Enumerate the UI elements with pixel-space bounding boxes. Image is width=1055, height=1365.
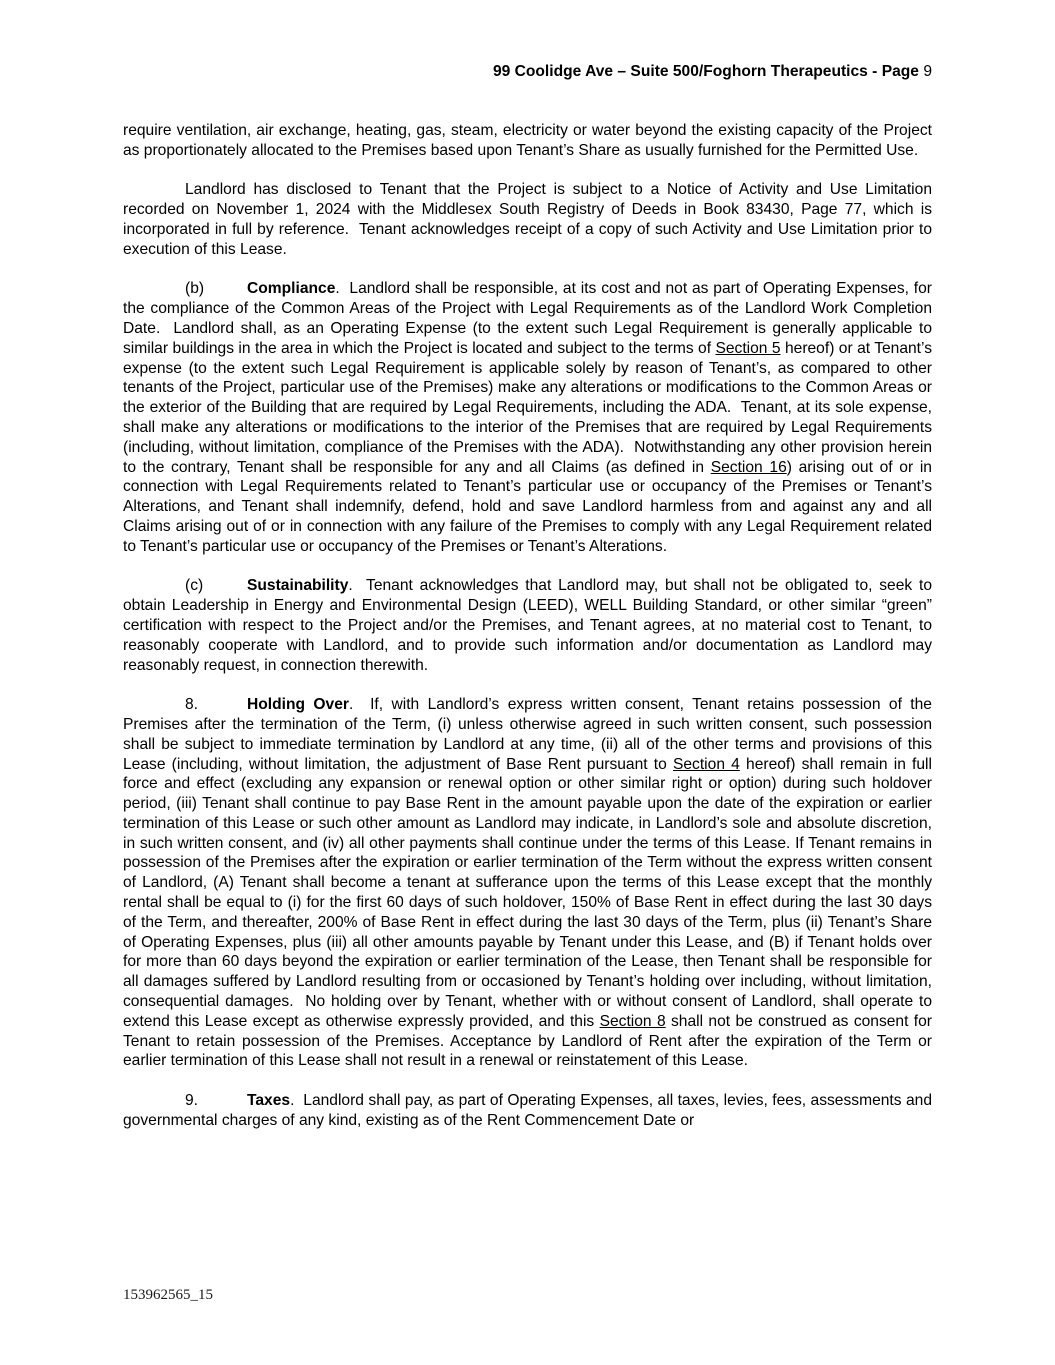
paragraph-sustainability: [123, 576, 937, 675]
paragraph-text: require ventilation, air exchange, heating, gas, steam, electricity or water beyond the existing capacity of the Project as proportionately allocated to the Premises based upon Tenant’s Share as usually furnished for the Permitted Use.: [123, 122, 937, 159]
paragraph-compliance: [123, 279, 937, 556]
paragraph-holding-over: [123, 695, 937, 1071]
section-4-reference: Section 4: [672, 755, 740, 773]
footer-document-id: 153962565_15: [123, 1287, 213, 1303]
clause-label: (b): [185, 280, 205, 298]
paragraph-text: shall not be construed as consent for Tenant to retain possession of the Premises. Acceptance by Landlord of Rent after the expiration of the Term or earlier termination of this Lease shall not result in a renewal or reinstatement of this Lease.: [123, 1012, 937, 1070]
header-page-number: 9: [923, 63, 932, 80]
compliance-heading: Compliance: [247, 280, 336, 298]
paragraph-text: . Landlord shall be responsible, at its cost and not as part of Operating Expenses, for the compliance of the Common Areas of the Project with Legal Requirements as of the Landlord Work Completion Date. Landlord shall, as an Operating Expense (to the extent such Legal Requirement is generally applicable to similar buildings in the area in which the Project is located and subject to the terms of: [123, 280, 937, 357]
paragraph-text: hereof) or at Tenant’s expense (to the extent such Legal Requirement is applicable solely by reason of Tenant’s, as compared to other tenants of the Project, particular use of the Premises) make any alterations or modifications to the Common Areas or the exterior of the Building that are required by Legal Requirements, including the ADA. Tenant, at its sole expense, shall make any alterations or modifications to the interior of the Premises that are required by Legal Requirements (including, without limitation, compliance of the Premises with the ADA). Notwithstanding any other provision herein to the contrary, Tenant shall be responsible for any and all Claims (as defined in: [123, 339, 937, 476]
sustainability-heading: Sustainability: [247, 577, 349, 595]
paragraph-text: . Tenant acknowledges that Landlord may, but shall not be obligated to, seek to obtain Leadership in Energy and Environmental Design (LEED), WELL Building Standard, or other similar “green” certification with respect to the Project and/or the Premises, and Tenant agrees, at no material cost to Tenant, to reasonably cooperate with Landlord, and to provide such information and/or documentation as Landlord may reasonably request, in connection therewith.: [123, 577, 937, 674]
paragraph-aul-disclosure: [123, 180, 937, 259]
document-body: [123, 121, 937, 1150]
section-5-reference: Section 5: [715, 339, 781, 357]
paragraph-text: . If, with Landlord’s express written consent, Tenant retains possession of the Premises after the termination of the Term, (i) unless otherwise agreed in such written consent, such possession shall be subject to immediate termination by Landlord at any time, (ii) all of the other terms and provisions of this Lease (including, without limitation, the adjustment of Base Rent pursuant to: [123, 696, 937, 773]
section-number: 8.: [185, 696, 199, 714]
paragraph-text: Landlord has disclosed to Tenant that the Project is subject to a Notice of Activity and Use Limitation recorded on November 1, 2024 with the Middlesex South Registry of Deeds in Book 83430, Page 77, which is incorporated in full by reference. Tenant acknowledges receipt of a copy of such Activity and Use Limitation prior to execution of this Lease.: [123, 181, 937, 258]
section-8-reference: Section 8: [599, 1012, 666, 1030]
section-16-reference: Section 16: [710, 458, 787, 476]
paragraph-text: . Landlord shall pay, as part of Operating Expenses, all taxes, levies, fees, assessments and governmental charges of any kind, existing as of the Rent Commencement Date or: [123, 1092, 937, 1129]
section-number: 9.: [185, 1092, 199, 1110]
holding-over-heading: Holding Over: [247, 696, 349, 714]
taxes-heading: Taxes: [247, 1092, 291, 1110]
paragraph-ventilation-continuation: [123, 121, 937, 161]
paragraph-text: hereof) shall remain in full force and effect (excluding any expansion or renewal option or other similar right or option) during such holdover period, (iii) Tenant shall continue to pay Base Rent in the amount payable upon the date of the expiration or earlier termination of this Lease or such other amount as Landlord may indicate, in Landlord’s sole and absolute discretion, in such written consent, and (iv) all other payments shall continue under the terms of this Lease. If Tenant remains in possession of the Premises after the expiration or earlier termination of the Term without the express written consent of Landlord, (A) Tenant shall become a tenant at sufferance upon the terms of this Lease except that the monthly rental shall be equal to (i) for the first 60 days of such holdover, 150% of Base Rent in effect during the last 30 days of the Term, and thereafter, 200% of Base Rent in effect during the last 30 days of the Term, plus (ii) Tenant’s Share of Operating Expenses, plus (iii) all other amounts payable by Tenant under this Lease, and (B) if Tenant holds over for more than 60 days beyond the expiration or earlier termination of the Lease, then Tenant shall be responsible for all damages suffered by Landlord resulting from or occasioned by Tenant’s holding over including, without limitation, consequential damages. No holding over by Tenant, whether with or without consent of Landlord, shall operate to extend this Lease except as otherwise expressly provided, and this: [123, 755, 937, 1030]
paragraph-text: ) arising out of or in connection with Legal Requirements related to Tenant’s particular use or occupancy of the Premises or Tenant’s Alterations, and Tenant shall indemnify, defend, hold and save Landlord harmless from and against any and all Claims arising out of or in connection with any failure of the Premises to comply with any Legal Requirement related to Tenant’s particular use or occupancy of the Premises or Tenant’s Alterations.: [123, 458, 937, 555]
header-title: 99 Coolidge Ave – Suite 500/Foghorn Therapeutics - Page: [492, 63, 924, 80]
clause-label: (c): [185, 577, 204, 595]
page-header: [123, 62, 932, 82]
paragraph-taxes: [123, 1091, 937, 1131]
